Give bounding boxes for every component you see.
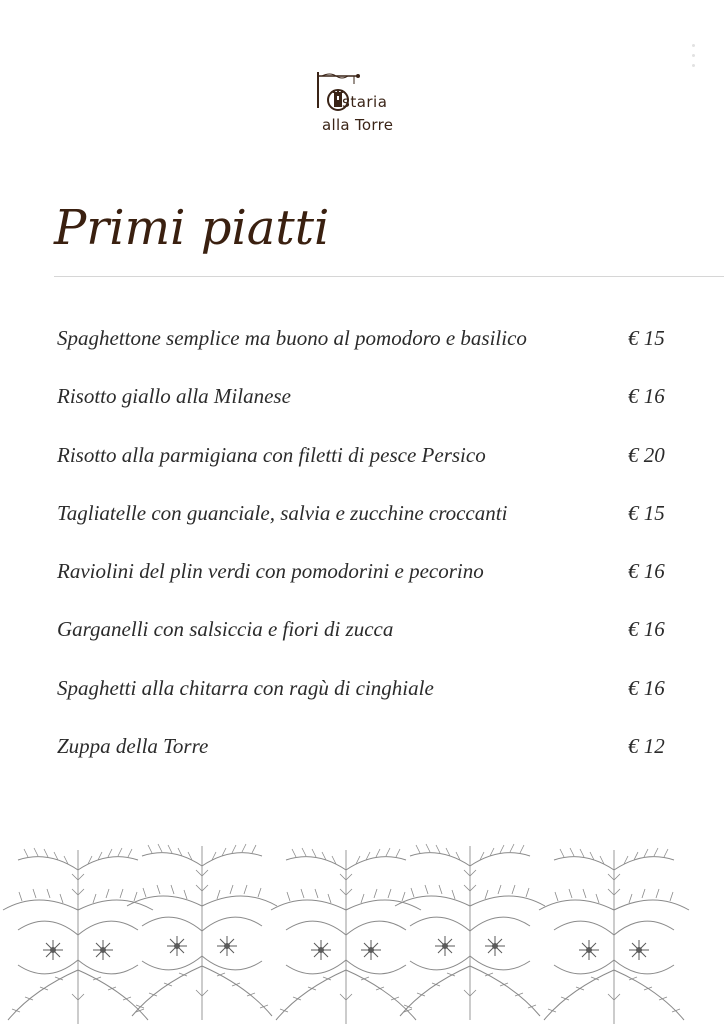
dish-price: € 16 [628, 384, 665, 409]
logo-text-line2: alla Torre [322, 116, 394, 134]
dish-name: Garganelli con salsiccia e fiori di zucca [57, 617, 394, 642]
dish-price: € 15 [628, 500, 665, 525]
menu-item [57, 734, 672, 792]
ornament-graphic [0, 840, 724, 1024]
floral-pattern-icon [0, 840, 724, 1024]
floral-motif [3, 848, 153, 1024]
dish-name: Zuppa della Torre [57, 734, 209, 759]
logo-text-line1: staria [342, 93, 388, 111]
restaurant-logo [312, 68, 422, 140]
vertical-dots-icon[interactable] [688, 44, 698, 74]
menu-item [57, 384, 672, 442]
menu-item [57, 559, 672, 617]
dish-name: Spaghetti alla chitarra con ragù di cinghiale [57, 675, 434, 700]
dish-name: Raviolini del plin verdi con pomodorini e pecorino [57, 559, 484, 584]
dish-price: € 12 [628, 734, 665, 759]
menu-item [57, 676, 672, 734]
floral-motif [395, 844, 545, 1020]
dish-name: Risotto giallo alla Milanese [57, 384, 291, 409]
menu-list [57, 326, 672, 792]
floral-motif [539, 848, 689, 1024]
menu-item [57, 326, 672, 384]
dish-price: € 16 [628, 559, 665, 584]
menu-item [57, 443, 672, 501]
floral-motif [127, 844, 277, 1020]
dish-price: € 15 [628, 326, 665, 350]
menu-item [57, 501, 672, 559]
dish-name: Spaghettone semplice ma buono al pomodoro e basilico [57, 326, 527, 350]
dish-name: Tagliatelle con guanciale, salvia e zucchine croccanti [57, 500, 508, 525]
dish-name: Risotto alla parmigiana con filetti di pesce Persico [57, 442, 486, 467]
dish-price: € 20 [628, 442, 665, 467]
dish-price: € 16 [628, 617, 665, 642]
title-divider [54, 276, 724, 277]
dish-price: € 16 [628, 675, 665, 700]
menu-item [57, 617, 672, 675]
floral-motif [271, 848, 421, 1024]
section-title: Primi piatti [54, 200, 330, 256]
